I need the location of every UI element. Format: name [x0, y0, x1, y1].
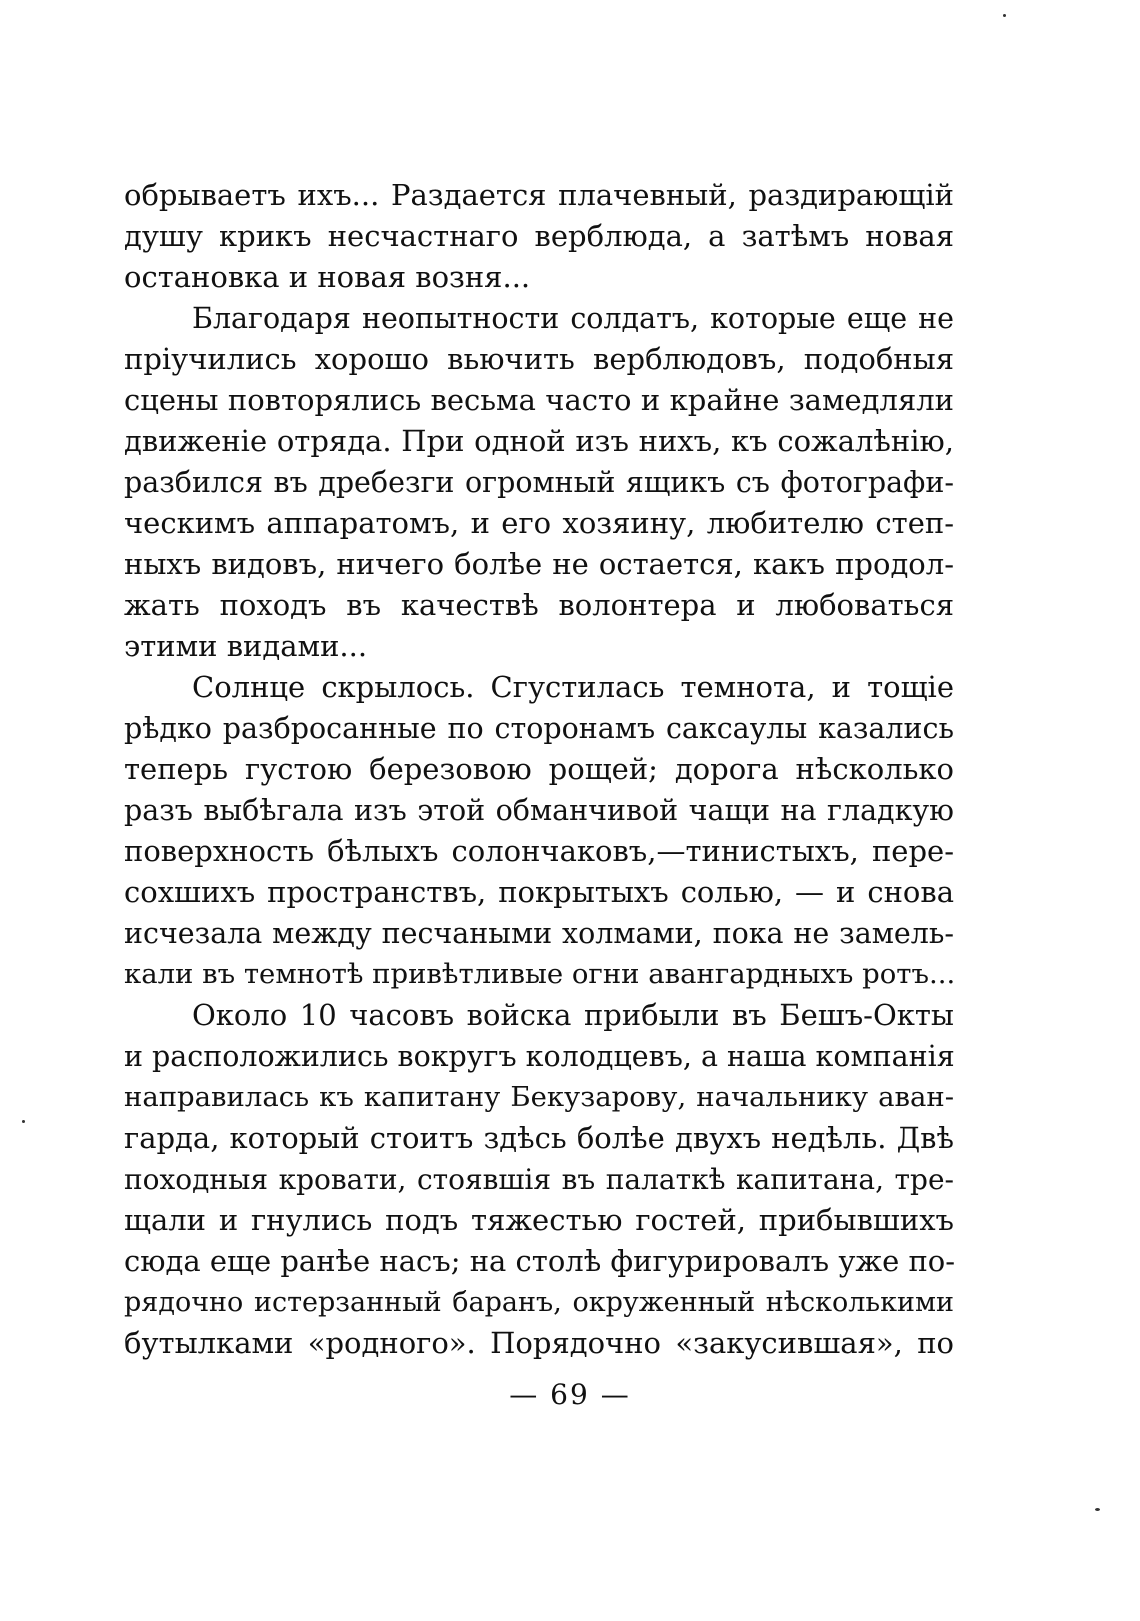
- text-line: направилась къ капитану Бекузарову, начальнику аван-: [124, 1081, 954, 1113]
- text-line: остановка и новая возня...: [124, 260, 531, 294]
- paragraph: [124, 175, 954, 298]
- text-line: гарда, который стоитъ здѣсь болѣе двухъ недѣль. Двѣ: [124, 1121, 954, 1155]
- text-line: исчезала между песчаными холмами, пока не замель-: [124, 917, 954, 950]
- text-line: движеніе отряда. При одной изъ нихъ, къ сожалѣнію,: [124, 424, 954, 458]
- text-line: сцены повторялись весьма часто и крайне замедляли: [124, 383, 954, 417]
- text-line: разъ выбѣгала изъ этой обманчивой чащи на гладкую: [124, 794, 954, 827]
- text-line: сохшихъ пространствъ, покрытыхъ солью, — и снова: [124, 875, 954, 909]
- text-line: жать походъ въ качествѣ волонтера и любоваться: [124, 588, 954, 622]
- text-line: душу крикъ несчастнаго верблюда, а затѣмъ новая: [124, 219, 954, 253]
- paragraph: [124, 298, 954, 667]
- text-line: Благодаря неопытности солдатъ, которые еще не: [192, 302, 954, 335]
- text-line: ныхъ видовъ, ничего болѣе не остается, какъ продол-: [124, 547, 954, 581]
- scan-speck: [1003, 14, 1006, 17]
- text-line: обрываетъ ихъ... Раздается плачевный, раздирающій: [124, 178, 954, 212]
- text-line: Около 10 часовъ войска прибыли въ Бешъ-Окты: [192, 998, 954, 1032]
- text-line: сюда еще ранѣе насъ; на столѣ фигурировалъ уже по-: [124, 1244, 956, 1278]
- text-line: пріучились хорошо вьючить верблюдовъ, подобныя: [124, 342, 954, 376]
- scan-speck: [22, 1120, 25, 1123]
- text-line: ческимъ аппаратомъ, и его хозяину, любителю степ-: [124, 506, 954, 540]
- page-number: — 69 —: [509, 1378, 631, 1411]
- text-line: походныя кровати, стоявшія въ палаткѣ капитана, тре-: [124, 1163, 954, 1196]
- scan-speck: [1095, 1508, 1100, 1511]
- text-line: кали въ темнотѣ привѣтливые огни авангардныхъ ротъ...: [124, 958, 956, 990]
- text-line: разбился въ дребезги огромный ящикъ съ фотографи-: [124, 466, 954, 499]
- text-line: теперь густою березовою рощей; дорога нѣсколько: [124, 752, 954, 786]
- text-line: и расположились вокругъ колодцевъ, а наша компанія: [124, 1040, 955, 1073]
- text-line: рѣдко разбросанные по сторонамъ саксаулы казались: [124, 712, 954, 745]
- text-line: поверхность бѣлыхъ солончаковъ,—тинистыхъ, пере-: [124, 834, 954, 868]
- paragraph: [124, 995, 954, 1364]
- text-line: щали и гнулись подъ тяжестью гостей, прибывшихъ: [124, 1203, 954, 1237]
- text-line: рядочно истерзанный баранъ, окруженный нѣсколькими: [124, 1287, 954, 1318]
- text-line: бутылками «родного». Порядочно «закусившая», по: [124, 1326, 954, 1360]
- page-body: [124, 175, 954, 1364]
- text-line: этими видами...: [124, 629, 368, 663]
- text-line: Солнце скрылось. Сгустилась темнота, и тощіе: [192, 670, 954, 704]
- paragraph: [124, 667, 954, 995]
